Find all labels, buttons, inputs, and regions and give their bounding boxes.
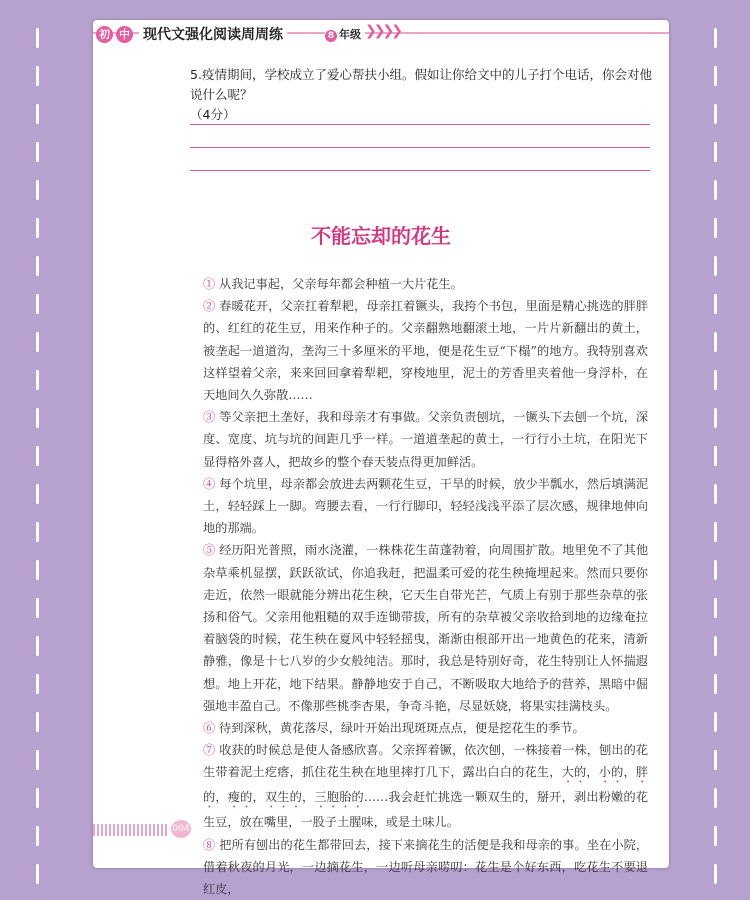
dash-decoration: [714, 408, 717, 428]
paragraph: [203, 406, 648, 473]
dash-decoration: [714, 256, 717, 276]
dash-decoration: [714, 598, 717, 618]
question-points: （4分）: [190, 107, 236, 122]
dash-decoration: [714, 370, 717, 390]
dash-decoration: [714, 66, 717, 86]
answer-line[interactable]: [190, 124, 650, 125]
dash-decoration: [36, 294, 39, 314]
emphasized-text: 大的，小的，胖的，瘦的，双生的，三胞胎的: [203, 765, 649, 805]
dash-decoration: [36, 256, 39, 276]
paragraph-number: ②: [203, 299, 216, 314]
dash-decoration: [36, 598, 39, 618]
dash-decoration: [714, 636, 717, 656]
paragraph: [203, 273, 648, 295]
paragraph-number: ⑥: [203, 721, 216, 736]
dash-decoration: [714, 788, 717, 808]
paragraph-number: ⑤: [203, 543, 216, 558]
dash-decoration: [714, 332, 717, 352]
dash-decoration: [36, 408, 39, 428]
article-title: 不能忘却的花生: [311, 224, 451, 248]
paragraph-text: 等父亲把土垄好，我和母亲才有事做。父亲负责刨坑，一镢头下去刨一个坑，深度、宽度、坑与坑的间距几乎一样。一道道垄起的黄土，一行行小土坑，在阳光下显得格外喜人，把故乡的整个春天装点得更加鲜活。: [203, 410, 649, 469]
dash-decoration: [36, 142, 39, 162]
paragraph-text: 从我记事起，父亲每年都会种植一大片花生。: [215, 277, 463, 291]
question-number: 5.: [190, 67, 202, 82]
dash-decoration: [36, 788, 39, 808]
paragraph-number: ⑧: [203, 837, 216, 852]
dash-decoration: [714, 104, 717, 124]
answer-line[interactable]: [190, 170, 650, 171]
header-title: 现代文强化阅读周周练: [139, 24, 287, 44]
dash-decoration: [36, 560, 39, 580]
paragraph-text: 每个坑里，母亲都会放进去两颗花生豆，干旱的时候，放少半瓢水，然后填满泥土，轻轻踩上一脚。弯腰去看，一行行脚印，轻轻浅浅平添了层次感，规律地伸向地的那端。: [203, 476, 649, 536]
dash-decoration: [714, 294, 717, 314]
dash-decoration: [36, 446, 39, 466]
paragraph: [203, 539, 648, 717]
dash-decoration: [36, 218, 39, 238]
dash-decoration: [714, 560, 717, 580]
chevron-icon: ❯❯❯❯: [365, 23, 400, 39]
dash-decoration: [714, 142, 717, 162]
dash-decoration: [714, 446, 717, 466]
dash-decoration: [714, 750, 717, 770]
paragraph-number: ④: [203, 476, 216, 491]
page-footer: [93, 820, 253, 838]
badge-junior: 初: [96, 26, 113, 43]
dash-decoration: [714, 28, 717, 48]
paragraph-text: 收获的时候总是使人备感欣喜。父亲挥着镢，依次刨，一株接着一株，刨出的花生带着泥土疙瘩，抓住花生秧在地里摔打几下，露出白白的花生，: [203, 743, 649, 780]
dash-decoration: [36, 712, 39, 732]
dash-decoration: [36, 750, 39, 770]
paragraph-text-tail: ……我会赶忙挑选一颗双生的，掰开，剥出粉嫩的花生豆，放在嘴里，一股子土腥味，或是土味儿。: [203, 790, 649, 830]
dash-decoration: [36, 864, 39, 884]
paragraph-text: 待到深秋，黄花落尽，绿叶开始出现斑斑点点，便是挖花生的季节。: [215, 721, 585, 736]
dash-decoration: [36, 826, 39, 846]
answer-line[interactable]: [190, 147, 650, 148]
paragraph-number: ③: [203, 410, 216, 425]
dash-decoration: [714, 218, 717, 238]
dash-decoration: [714, 180, 717, 200]
footer-stripes: [93, 824, 167, 836]
paragraph: [203, 834, 648, 900]
dash-decoration: [714, 826, 717, 846]
paragraph-text: 春暖花开，父亲扛着犁耙，母亲扛着镢头，我挎个书包，里面是精心挑选的胖胖的、红红的花生豆，用来作种子的。父亲翻熟地翻滚土地，一片片新翻出的黄土，被垄起一道道沟，垄沟三十多厘米的平地，便是花生豆“下榻”的地方。我特别喜欢这样望着父亲，来来回回拿着犁耙，穿梭地里，泥土的芳香里夹着他一身浮朴，在天地间久久弥散……: [203, 299, 649, 403]
paragraph-text: 把所有刨出的花生都带回去，接下来摘花生的活便是我和母亲的事。坐在小院，借着秋夜的月光，一边摘花生，一边听母亲唠叨：花生是个好东西，吃花生不要退红皮，: [203, 837, 649, 897]
dash-decoration: [714, 712, 717, 732]
dash-decoration: [36, 370, 39, 390]
paragraph: [203, 739, 648, 833]
grade-text: 年级: [339, 28, 361, 41]
dash-decoration: [714, 864, 717, 884]
dash-decoration: [36, 636, 39, 656]
paragraph-number: ①: [203, 277, 216, 291]
dash-decoration: [36, 180, 39, 200]
paragraph: [203, 473, 648, 540]
article-body: [203, 273, 648, 900]
paragraph-text: 经历阳光普照，雨水浇灌，一株株花生苗蓬勃着，向周围扩散。地里免不了其他杂草乘机显摆，跃跃欲试，你追我赶，把温柔可爱的花生秧掩埋起来。然而只要你走近，依然一眼就能分辨出花生秧，它天生自带光芒，气质上有别于那些杂草的张扬和俗气。父亲用他粗糙的双手连锄带拔，所有的杂草被父亲收拾到地的边缘奄拉着脑袋的时候，花生秧在夏风中轻轻摇曳，渐渐由根部开出一地黄色的花来，清新静雅，像是十七八岁的少女般纯洁。那时，我总是特别好奇，花生特别让人怀揣遐想。地上开花，地下结果。静静地安于自己，不断吸取大地给予的营养，黑暗中倔强地丰盈自己。不像那些桃李杏果，争奇斗艳，尽显妖娆，将果实挂满枝头。: [203, 543, 649, 713]
dash-decoration: [36, 28, 39, 48]
question-5: [190, 65, 660, 125]
dash-decoration: [714, 522, 717, 542]
paragraph: [203, 717, 648, 739]
dash-decoration: [36, 484, 39, 504]
dash-decoration: [36, 522, 39, 542]
dash-decoration: [36, 674, 39, 694]
dash-decoration: [36, 332, 39, 352]
dash-decoration: [714, 484, 717, 504]
badge-middle: 中: [116, 26, 133, 43]
paragraph-number: ⑦: [203, 743, 216, 758]
dash-decoration: [36, 104, 39, 124]
question-text: 疫情期间，学校成立了爱心帮扶小组。假如让你给文中的儿子打个电话，你会对他说什么呢？: [190, 67, 652, 102]
dash-decoration: [36, 66, 39, 86]
dash-decoration: [714, 674, 717, 694]
page-number: 004: [171, 820, 191, 838]
paragraph: [203, 295, 648, 406]
grade-label: [325, 26, 365, 42]
page-header: [93, 20, 669, 56]
workbook-page: [93, 20, 669, 897]
grade-number: 8: [325, 30, 337, 42]
